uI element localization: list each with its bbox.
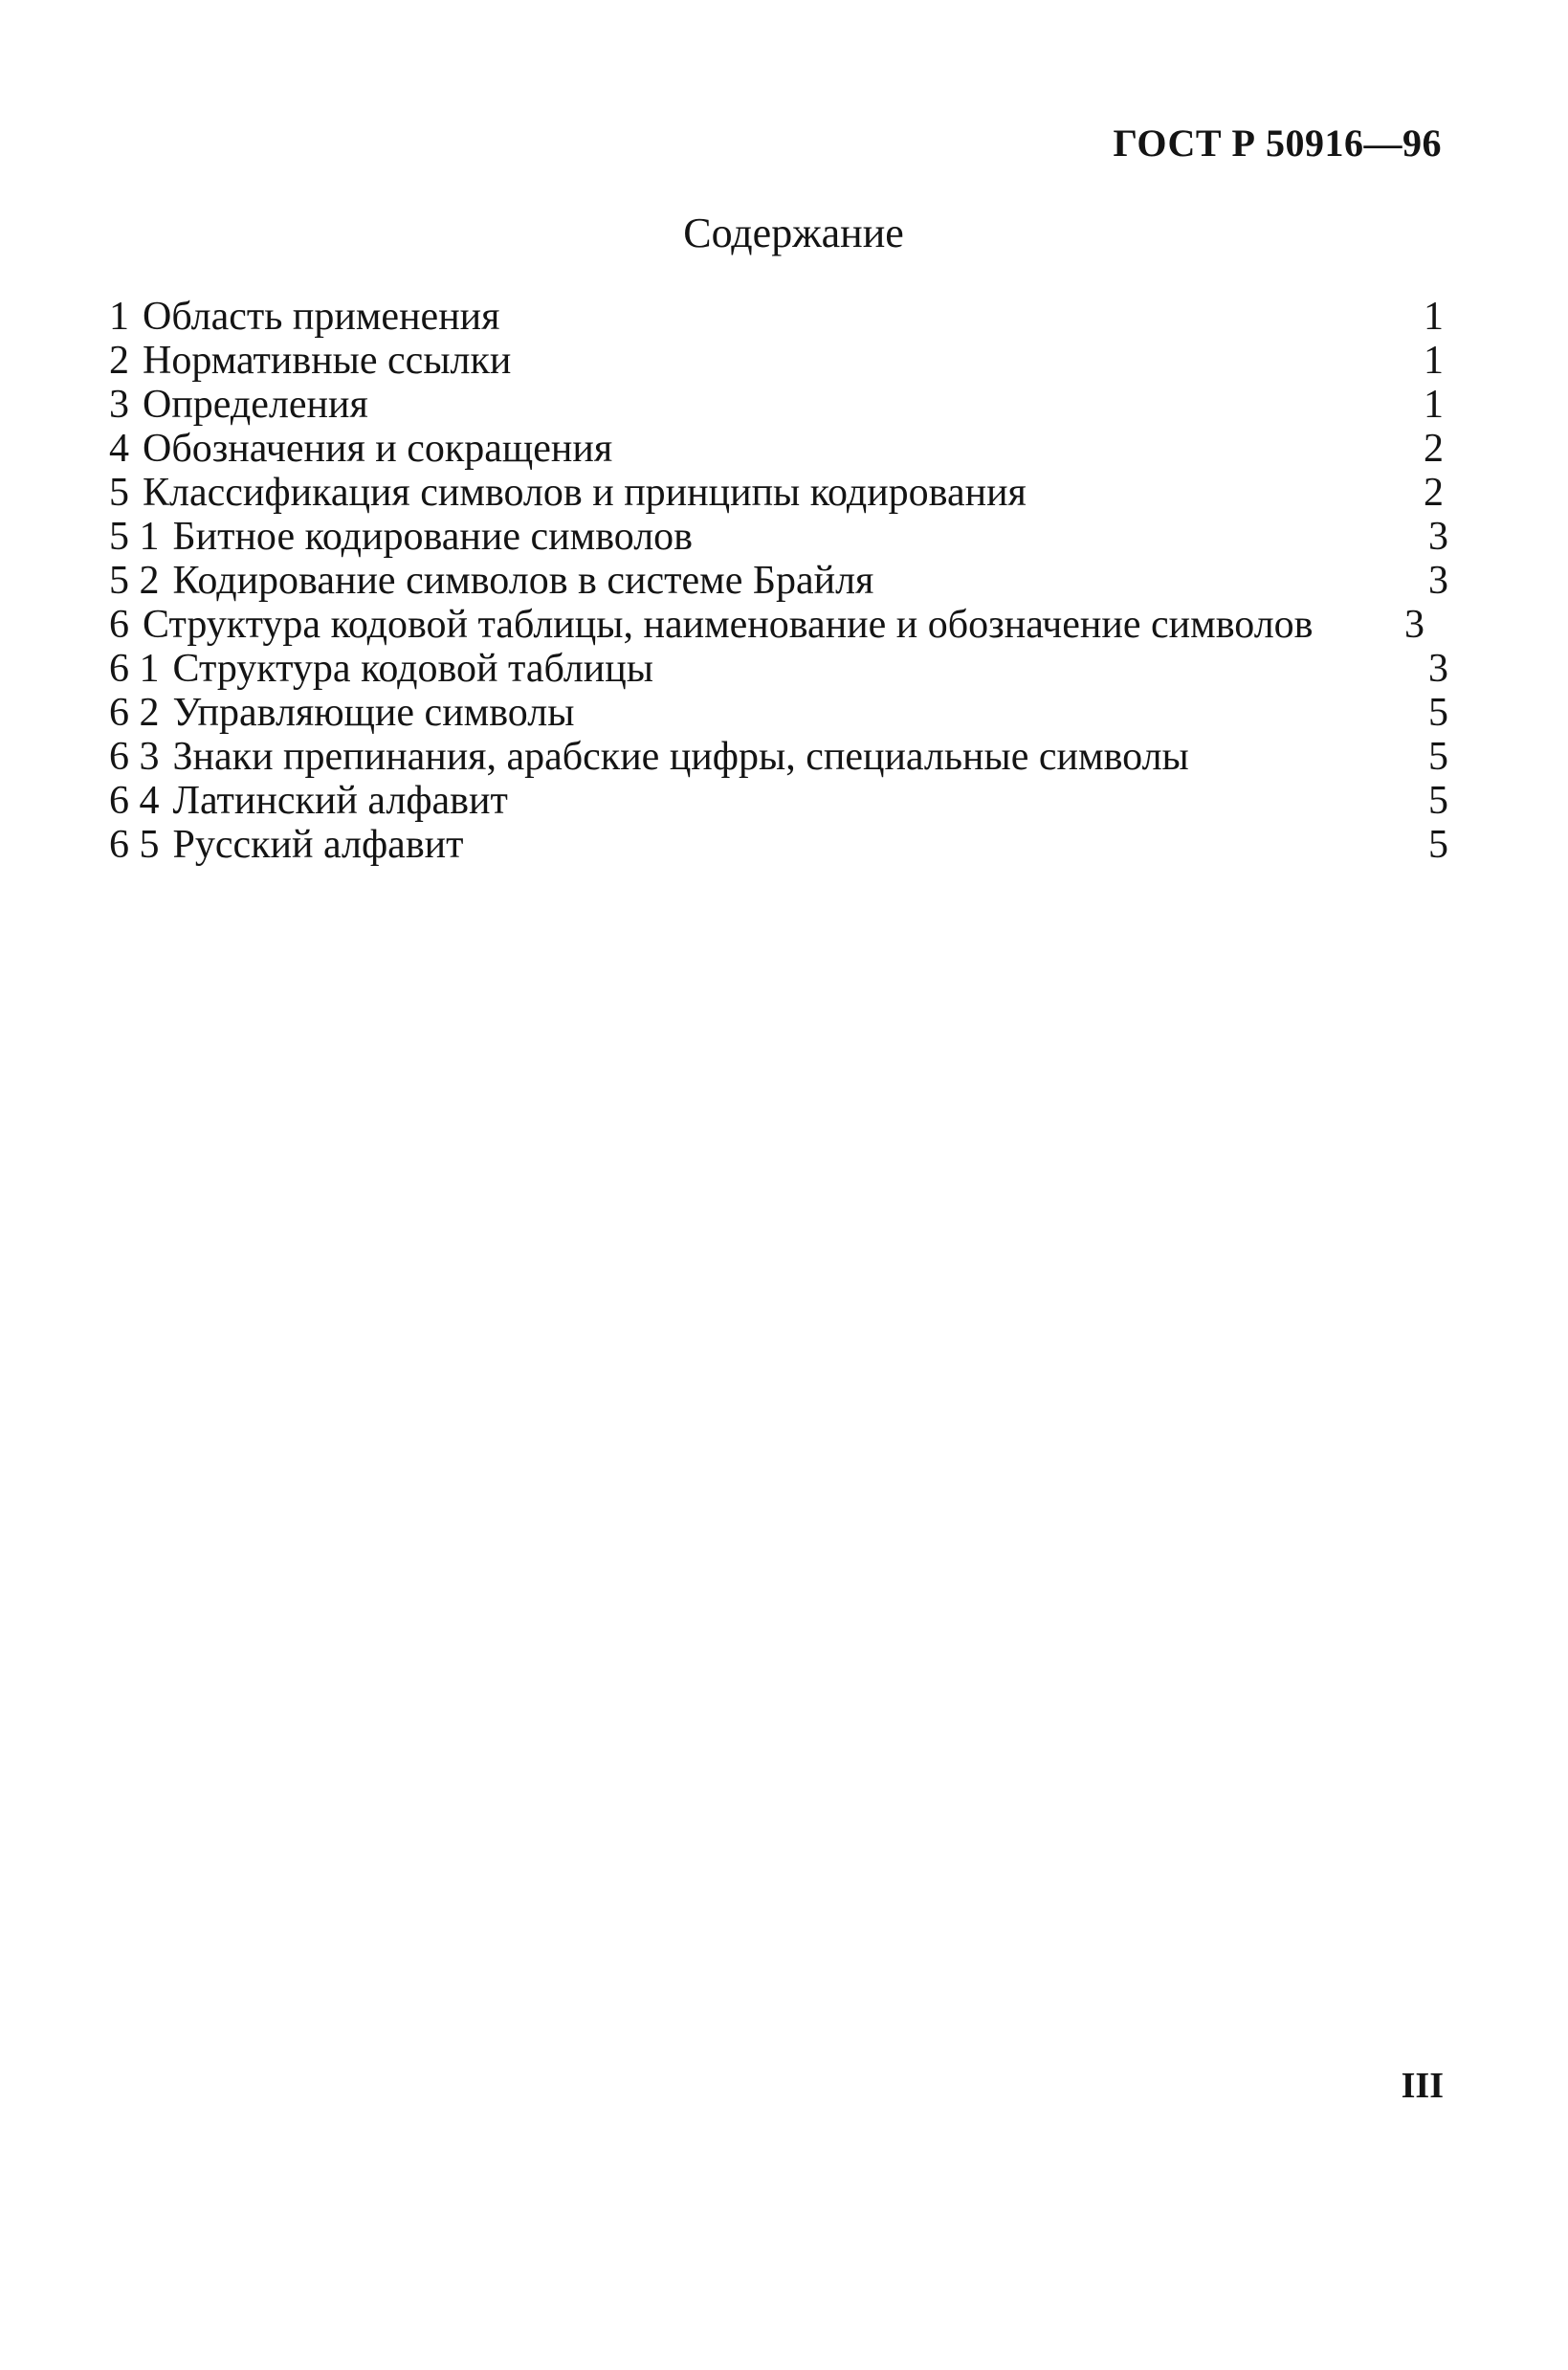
- toc-entry-page: 3: [1428, 515, 1448, 559]
- toc-entry-title: Русский алфавит: [172, 823, 464, 867]
- toc-entry: [109, 383, 1448, 427]
- toc-entry-number: 6: [109, 603, 129, 647]
- toc-entry-page: 5: [1428, 779, 1448, 823]
- toc-entry-title: Латинский алфавит: [172, 779, 508, 823]
- toc-entry: [109, 295, 1448, 339]
- toc-entry: [109, 427, 1448, 471]
- toc-entry-number: 5 1: [109, 515, 160, 559]
- toc-entry-title: Нормативные ссылки: [143, 339, 512, 383]
- toc-entry-title: Определения: [143, 383, 368, 427]
- toc-entry-page: 5: [1428, 823, 1448, 867]
- toc-entry-number: 6 3: [109, 735, 160, 779]
- toc-entry-page: 2: [1424, 471, 1444, 515]
- toc-entry-page: 1: [1424, 295, 1444, 339]
- toc-entry-title: Знаки препинания, арабские цифры, специальные символы: [172, 735, 1189, 779]
- table-of-contents: [109, 295, 1448, 867]
- toc-title: Содержание: [683, 210, 904, 256]
- toc-entry-title: Кодирование символов в системе Брайля: [172, 559, 874, 603]
- toc-entry-page: 2: [1424, 427, 1444, 471]
- toc-entry-page: 5: [1428, 691, 1448, 735]
- toc-entry: [109, 471, 1448, 515]
- toc-entry: [109, 691, 1448, 735]
- toc-entry-page: 5: [1428, 735, 1448, 779]
- toc-entry-title: Управляющие символы: [172, 691, 575, 735]
- toc-entry-page: 3: [1428, 647, 1448, 691]
- page-number: III: [1401, 2066, 1444, 2106]
- toc-entry-number: 5: [109, 471, 129, 515]
- toc-entry-number: 5 2: [109, 559, 160, 603]
- toc-entry: [109, 339, 1448, 383]
- toc-entry: [109, 647, 1448, 691]
- toc-entry-number: 1: [109, 295, 129, 339]
- toc-entry-page: 3: [1428, 559, 1448, 603]
- toc-entry-title: Битное кодирование символов: [172, 515, 693, 559]
- toc-entry: [109, 515, 1448, 559]
- toc-entry-number: 3: [109, 383, 129, 427]
- toc-entry-title: Область применения: [143, 295, 500, 339]
- toc-entry-page: 1: [1424, 339, 1444, 383]
- toc-entry-title: Структура кодовой таблицы, наименование и обозначение символов: [143, 603, 1314, 647]
- toc-entry-page: 3: [1404, 603, 1424, 647]
- toc-entry-title: Классификация символов и принципы кодирования: [143, 471, 1027, 515]
- toc-entry-number: 6 4: [109, 779, 160, 823]
- toc-entry-number: 2: [109, 339, 129, 383]
- toc-entry-number: 6 1: [109, 647, 160, 691]
- toc-entry: [109, 779, 1448, 823]
- toc-entry: [109, 735, 1448, 779]
- toc-entry: [109, 603, 1448, 647]
- document-code: ГОСТ Р 50916—96: [1113, 122, 1442, 165]
- toc-entry-number: 4: [109, 427, 129, 471]
- toc-entry-title: Структура кодовой таблицы: [172, 647, 653, 691]
- toc-entry: [109, 823, 1448, 867]
- toc-entry-number: 6 2: [109, 691, 160, 735]
- toc-entry-number: 6 5: [109, 823, 160, 867]
- toc-entry-title: Обозначения и сокращения: [143, 427, 613, 471]
- toc-entry-page: 1: [1424, 383, 1444, 427]
- toc-entry: [109, 559, 1448, 603]
